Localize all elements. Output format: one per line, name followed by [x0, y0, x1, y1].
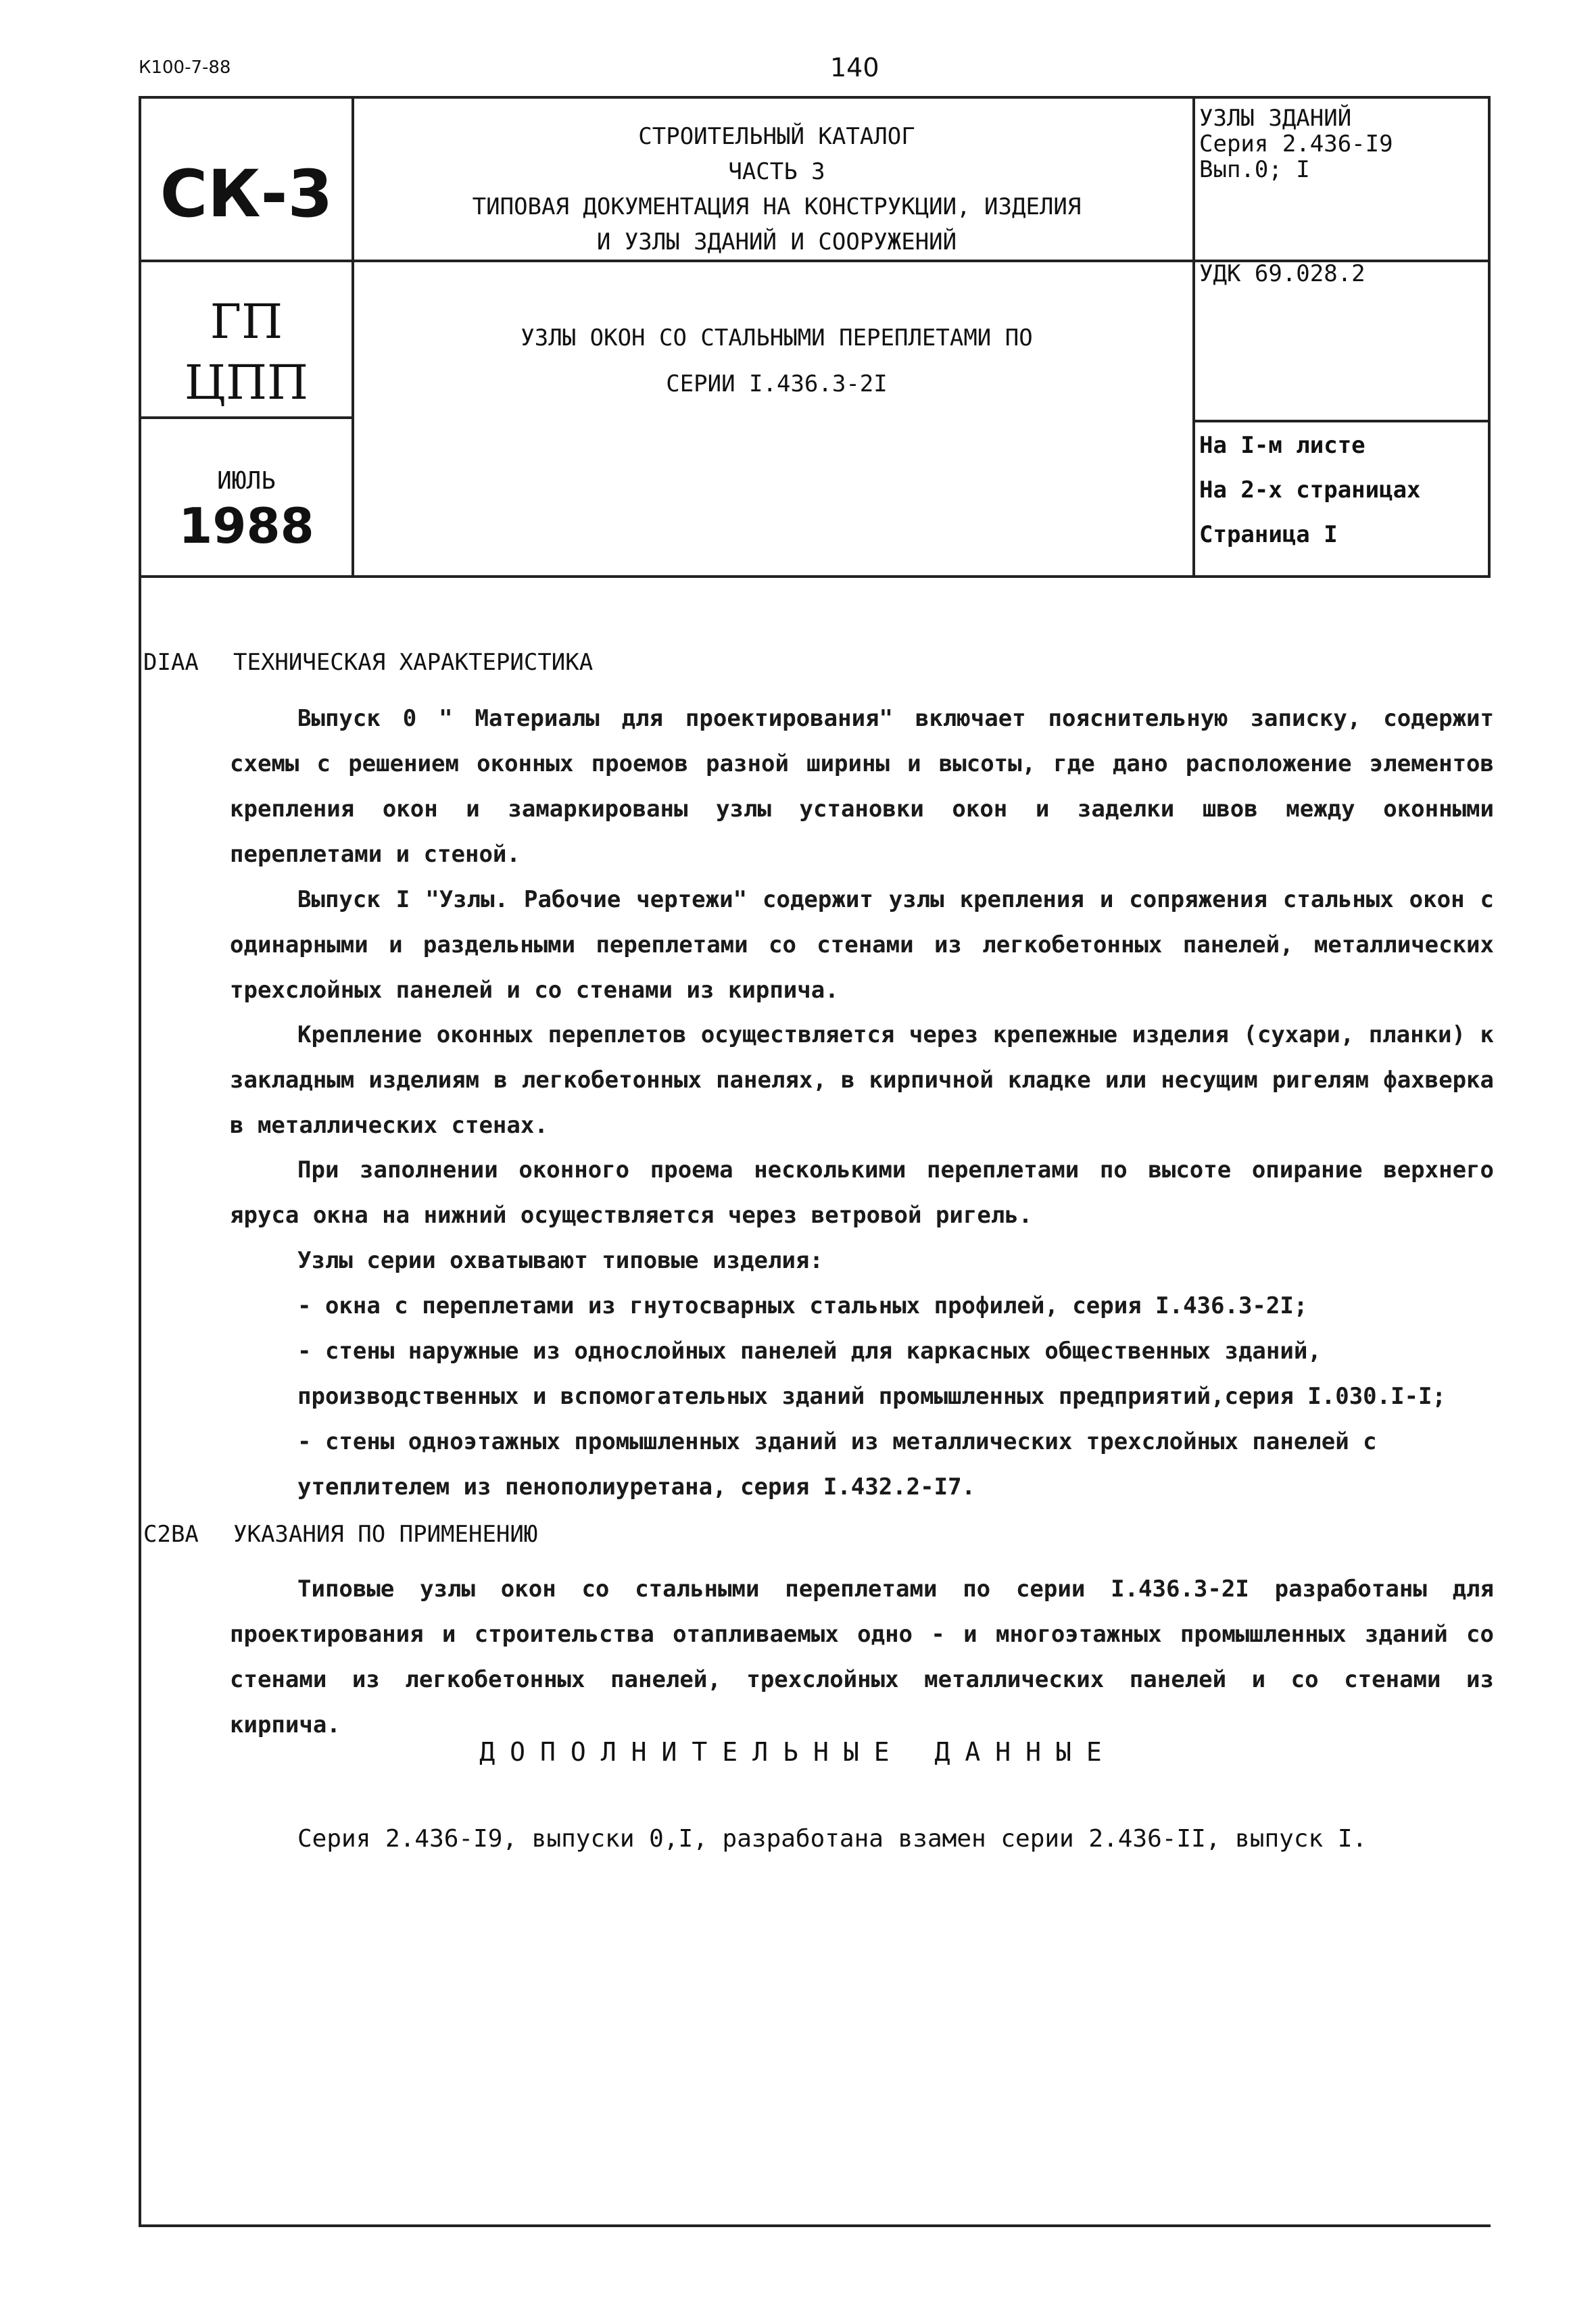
section-heading: УКАЗАНИЯ ПО ПРИМЕНЕНИЮ [233, 1521, 538, 1548]
series-info-line: УЗЛЫ ЗДАНИЙ [1199, 105, 1352, 132]
series-title [354, 315, 1199, 407]
extra-data-heading: ДОПОЛНИТЕЛЬНЫЕ ДАННЫЕ [479, 1737, 1117, 1767]
paragraph: Узлы серии охватывают типовые изделия: [297, 1247, 823, 1274]
header-rule-left-1 [141, 260, 352, 262]
sheet-info [1199, 423, 1421, 557]
header-rule-right-2 [1192, 420, 1491, 422]
catalog-line: СТРОИТЕЛЬНЫЙ КАТАЛОГ [638, 123, 915, 150]
catalog-code: СК-3 [160, 156, 333, 232]
page-number: 140 [830, 53, 879, 82]
extra-data-text: Серия 2.436-I9, выпуски 0,I, разработана взамен серии 2.436-II, выпуск I. [297, 1825, 1368, 1853]
paragraph: Выпуск I "Узлы. Рабочие чертежи" содержит узлы крепления и сопряжения стальных окон с одинарными и раздельными переплетами со стенами из легкобетонных панелей, металлических трехслойных панелей и со стенами из кирпича. [230, 886, 1494, 1004]
catalog-title [354, 119, 1199, 260]
paragraph: Крепление оконных переплетов осуществляется через крепежные изделия (сухари, планки) к закладным изделиям в легкобетонных панелях, в кирпичной кладке или несущим ригелям фахверка в металлических стенах. [230, 1021, 1494, 1139]
series-info [1199, 105, 1393, 182]
udk-code: УДК 69.028.2 [1199, 260, 1365, 287]
issue-month: ИЮЛЬ [217, 467, 276, 495]
catalog-line: ТИПОВАЯ ДОКУМЕНТАЦИЯ НА КОНСТРУКЦИИ, ИЗДЕЛИЯ [472, 193, 1082, 220]
series-info-line: Серия 2.436-I9 [1199, 130, 1393, 157]
list-item: - окна с переплетами из гнутосварных стальных профилей, серия I.436.3-2I; [297, 1292, 1308, 1319]
bottom-rule [139, 2224, 1491, 2227]
paragraph: Типовые узлы окон со стальными переплетами по серии I.436.3-2I разработаны для проектирования и строительства отапливаемых одно - и многоэтажных промышленных зданий со стенами из легкобетонных панелей, трехслойных металлических панелей и со стенами из кирпича. [230, 1576, 1494, 1738]
catalog-line: ЧАСТЬ 3 [728, 158, 825, 185]
series-title-line: УЗЛЫ ОКОН СО СТАЛЬНЫМИ ПЕРЕПЛЕТАМИ ПО [521, 324, 1033, 351]
issue-year: 1988 [178, 497, 314, 554]
sheet-info-line: Страница I [1199, 521, 1338, 548]
sheet-code: К100-7-88 [139, 57, 231, 78]
series-info-line: Вып.0; I [1199, 156, 1310, 183]
header-frame [139, 96, 1491, 578]
publisher-line: ЦПП [184, 355, 309, 410]
section-heading: ТЕХНИЧЕСКАЯ ХАРАКТЕРИСТИКА [233, 649, 594, 676]
header-rule-left-2 [141, 416, 352, 419]
section-code: C2BA [143, 1521, 199, 1548]
publisher-block [141, 291, 352, 413]
header-rule-middle [352, 260, 1192, 262]
series-title-line: СЕРИИ I.436.3-2I [666, 370, 888, 397]
catalog-line: И УЗЛЫ ЗДАНИЙ И СООРУЖЕНИЙ [596, 228, 957, 255]
list-item: - стены наружные из однослойных панелей для каркасных общественных зданий, производственных и вспомогательных зданий промышленных предприятий,серия I.030.I-I; [297, 1338, 1446, 1410]
left-margin-rule [139, 578, 141, 2227]
section-code: DIAA [143, 649, 199, 676]
paragraph: При заполнении оконного проема несколькими переплетами по высоте опирание верхнего яруса окна на нижний осуществляется через ветровой ригель. [230, 1156, 1494, 1229]
sheet-info-line: На 2-х страницах [1199, 477, 1421, 504]
list-item: - стены одноэтажных промышленных зданий из металлических трехслойных панелей с утеплителем из пенополиуретана, серия I.432.2-I7. [297, 1428, 1377, 1501]
publisher-line: ГП [210, 294, 283, 349]
sheet-info-line: На I-м листе [1199, 432, 1365, 459]
paragraph: Выпуск 0 " Материалы для проектирования" включает пояснительную записку, содержит схемы с решением оконных проемов разной ширины и высоты, где дано расположение элементов крепления окон и замаркированы узлы установки окон и заделки швов между оконными переплетами и стеной. [230, 705, 1494, 868]
